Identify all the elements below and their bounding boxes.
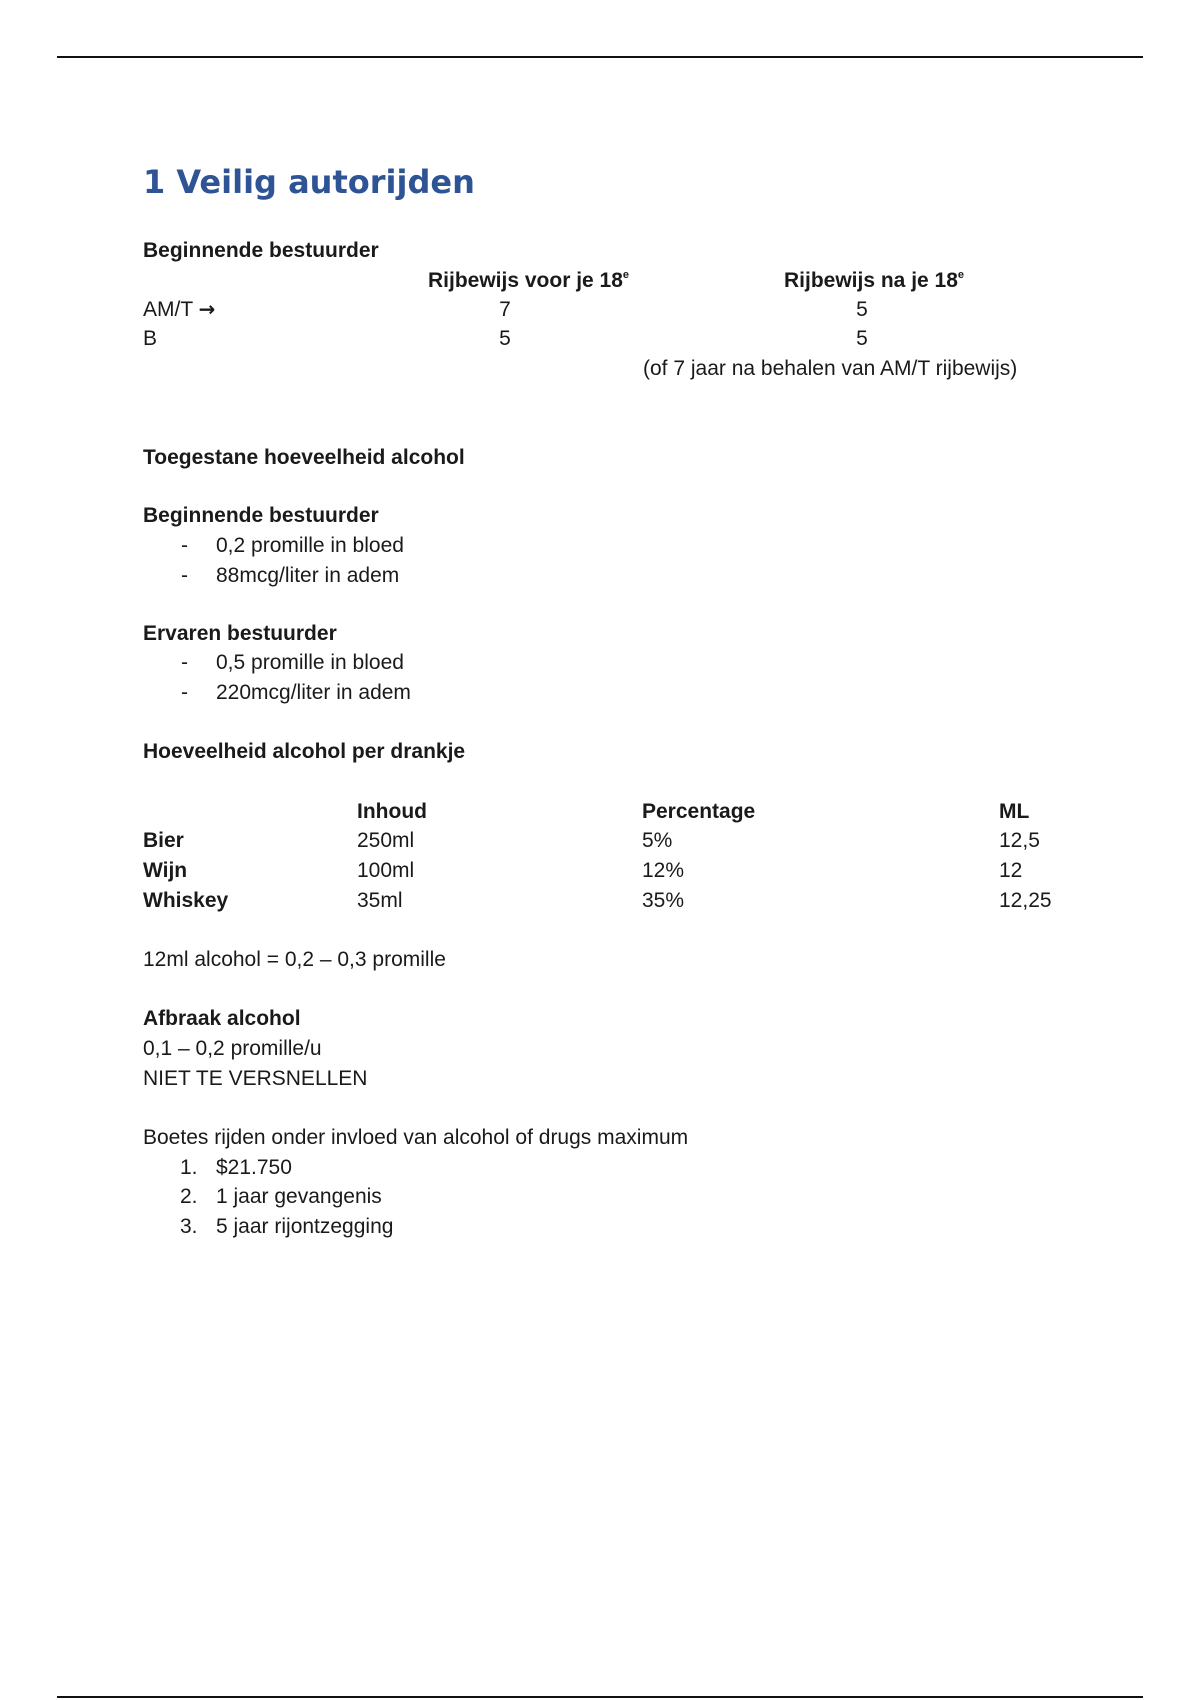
drinks-heading: Hoeveelheid alcohol per drankje	[143, 740, 466, 763]
drink-percentage: 12%	[642, 859, 685, 882]
bullet-dash: -	[181, 564, 188, 587]
drink-name: Wijn	[143, 859, 188, 882]
fine-text: $21.750	[216, 1156, 292, 1179]
fines-intro: Boetes rijden onder invloed van alcohol of drugs maximum	[143, 1126, 689, 1149]
drink-name: Whiskey	[143, 889, 229, 912]
list-item: 220mcg/liter in adem	[216, 681, 411, 704]
drink-percentage: 5%	[642, 829, 673, 852]
beginner-heading: Beginnende bestuurder	[143, 239, 379, 262]
breakdown-heading: Afbraak alcohol	[143, 1007, 301, 1030]
drink-ml: 12,5	[999, 829, 1040, 852]
fine-text: 1 jaar gevangenis	[216, 1185, 382, 1208]
allowed-alcohol-heading: Toegestane hoeveelheid alcohol	[143, 446, 465, 469]
bullet-dash: -	[181, 534, 188, 557]
col-after-18-header: Rijbewijs na je 18e	[784, 269, 965, 292]
amt-note: (of 7 jaar na behalen van AM/T rijbewijs)	[643, 357, 1018, 380]
fine-text: 5 jaar rijontzegging	[216, 1215, 394, 1238]
row-label-b: B	[143, 327, 158, 350]
cell-b-after: 5	[856, 327, 868, 350]
drinks-col-header: Percentage	[642, 800, 756, 823]
cell-amt-after: 5	[856, 298, 868, 321]
beginner-alcohol-heading: Beginnende bestuurder	[143, 504, 379, 527]
cell-amt-before: 7	[499, 298, 511, 321]
list-number: 3.	[180, 1215, 198, 1238]
drink-percentage: 35%	[642, 889, 685, 912]
list-item: 88mcg/liter in adem	[216, 564, 400, 587]
row-label-amt: AM/T →	[143, 297, 216, 321]
drinks-col-header: Inhoud	[357, 800, 427, 823]
experienced-alcohol-heading: Ervaren bestuurder	[143, 622, 337, 645]
drink-ml: 12,25	[999, 889, 1052, 912]
col-before-18-header: Rijbewijs voor je 18e	[428, 269, 630, 292]
page-title: 1 Veilig autorijden	[143, 163, 475, 201]
alcohol-promille-rule: 12ml alcohol = 0,2 – 0,3 promille	[143, 948, 446, 971]
breakdown-rate: 0,1 – 0,2 promille/u	[143, 1037, 322, 1060]
list-number: 1.	[180, 1156, 198, 1179]
bullet-dash: -	[181, 651, 188, 674]
list-item: 0,2 promille in bloed	[216, 534, 404, 557]
drink-content: 35ml	[357, 889, 403, 912]
drink-ml: 12	[999, 859, 1023, 882]
header-rule	[57, 56, 1143, 58]
list-item: 0,5 promille in bloed	[216, 651, 404, 674]
list-number: 2.	[180, 1185, 198, 1208]
drinks-col-header: ML	[999, 800, 1030, 823]
drink-content: 250ml	[357, 829, 415, 852]
drink-name: Bier	[143, 829, 184, 852]
arrow-right-icon: →	[198, 297, 216, 321]
cell-b-before: 5	[499, 327, 511, 350]
drink-content: 100ml	[357, 859, 415, 882]
breakdown-note: NIET TE VERSNELLEN	[143, 1067, 368, 1090]
bullet-dash: -	[181, 681, 188, 704]
footer-rule	[57, 1696, 1143, 1698]
